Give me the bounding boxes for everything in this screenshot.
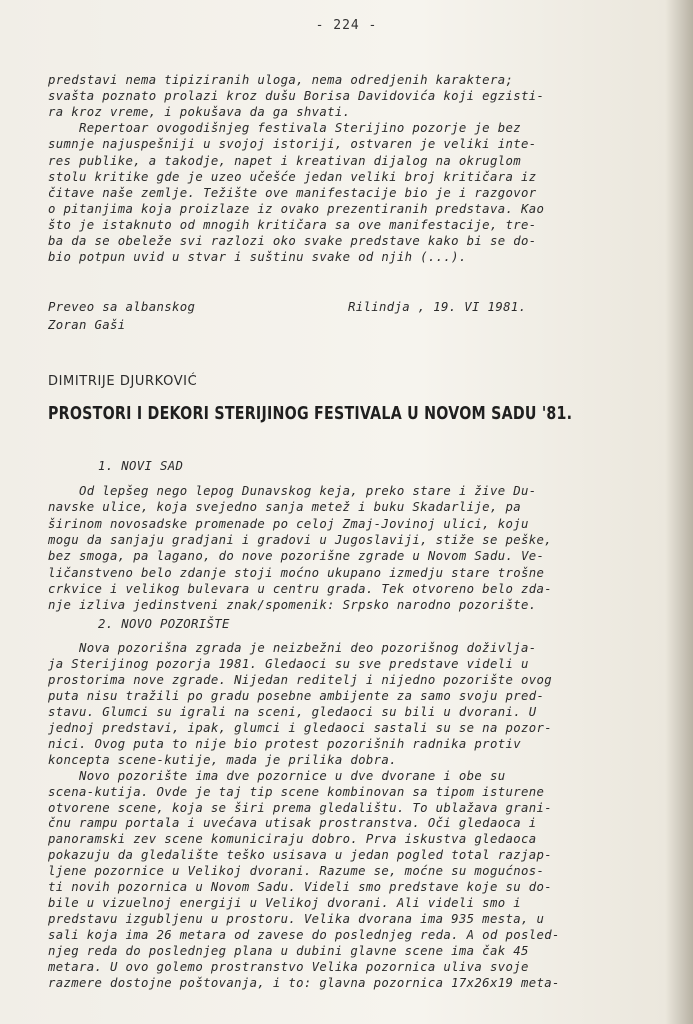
text-line: bez smoga, pa lagano, do nove pozorišne zgrade u Novom Sadu. Ve- xyxy=(48,549,545,564)
text-line: Repertoar ovogodišnjeg festivala Sterijino pozorje je bez xyxy=(48,121,521,136)
page-number: - 224 - xyxy=(315,18,378,33)
text-line: mogu da sanjaju gradjani i gradovi u Jugoslaviji, stiže se peške, xyxy=(48,532,552,547)
text-line: scena-kutija. Ovde je taj tip scene kombinovan sa tipom isturene xyxy=(48,784,545,799)
text-line: razmere dostojne poštovanja, i to: glavna pozornica 17x26x19 meta- xyxy=(48,975,560,990)
text-line: ličanstveno belo zdanje stoji moćno ukupano izmedju stare trošne xyxy=(48,565,545,580)
section-heading-novi-sad: 1. NOVI SAD xyxy=(98,459,184,473)
translator-name: Zoran Gaši xyxy=(48,318,126,332)
text-line: sali koja ima 26 metara od zavese do poslednjeg reda. A od posled- xyxy=(48,928,560,943)
text-line: koncepta scene-kutije, mada je prilika dobra. xyxy=(48,752,397,767)
text-line: čnu rampu portala i uvećava utisak prostranstva. Oči gledaoca i xyxy=(48,816,537,831)
text-line: ja Sterijinog pozorja 1981. Gledaoci su sve predstave videli u xyxy=(48,656,529,671)
article-title: PROSTORI I DEKORI STERIJINOG FESTIVALA U NOVOM SADU '81. xyxy=(48,403,573,424)
text-line: ljene pozornice u Velikoj dvorani. Razume se, moćne su mogućnos- xyxy=(48,864,545,879)
text-line: predstavu izgubljenu u prostoru. Velika dvorana ima 935 mesta, u xyxy=(48,912,545,927)
text-line: bio potpun uvid u stvar i suštinu svake od njih (...). xyxy=(48,250,467,265)
text-line: nici. Ovog puta to nije bio protest pozorišnih radnika protiv xyxy=(48,736,521,751)
text-line: pokazuju da gledalište teško usisava u jedan pogled total razjap- xyxy=(48,848,552,863)
text-line: prostorima nove zgrade. Nijedan reditelj i nijedno pozorište ovog xyxy=(48,672,552,687)
text-line: Nova pozorišna zgrada je neizbežni deo pozorišnog doživlja- xyxy=(48,641,537,655)
text-line: ba da se obeleže svi razlozi oko svake predstave kako bi se do- xyxy=(48,234,537,248)
section-heading-novo-pozoriste: 2. NOVO POZORIŠTE xyxy=(98,617,230,631)
text-line: stolu kritike gde je uzeo učešće jedan veliki broj kritičara iz xyxy=(48,169,537,184)
article-author: DIMITRIJE DJURKOVIĆ xyxy=(48,374,198,389)
text-line: predstavi nema tipiziranih uloga, nema odredjenih karaktera; xyxy=(48,73,514,87)
text-line: navske ulice, koja svejedno sanja metež i buku Skadarlije, pa xyxy=(48,500,521,515)
text-line: jednoj predstavi, ipak, glumci i gledaoci sastali su se na pozor- xyxy=(48,720,552,735)
text-line: metara. U ovo golemo prostranstvo Velika pozornica uliva svoje xyxy=(48,960,529,974)
text-line: Novo pozorište ima dve pozornice u dve dvorane i obe su xyxy=(48,768,506,783)
text-line: čitave naše zemlje. Težište ove manifestacije bio je i razgovor xyxy=(48,185,537,200)
text-line: res publike, a takodje, napet i kreativan dijalog na okruglom xyxy=(48,153,521,168)
text-line: stavu. Glumci su igrali na sceni, gledaoci su bili u dvorani. U xyxy=(48,704,537,719)
text-line: širinom novosadske promenade po celoj Zmaj-Jovinoj ulici, koju xyxy=(48,516,529,531)
text-line: otvorene scene, koja se širi prema gledalištu. To ublažava grani- xyxy=(48,800,552,815)
text-line: Od lepšeg nego lepog Dunavskog keja, preko stare i žive Du- xyxy=(48,484,537,498)
translation-credit: Preveo sa albanskog xyxy=(48,300,196,314)
source-citation: Rilindja , 19. VI 1981. xyxy=(348,300,527,314)
text-line: svašta poznato prolazi kroz dušu Borisa Davidovića koji egzisti- xyxy=(48,89,545,104)
text-line: bile u vizuelnoj energiji u Velikoj dvorani. Ali videli smo i xyxy=(48,896,521,911)
text-line: o pitanjima koja proizlaze iz ovako prezentiranih predstava. Kao xyxy=(48,201,545,216)
text-line: ra kroz vreme, i pokušava da ga shvati. xyxy=(48,105,351,120)
text-line: crkvice i velikog bulevara u centru grada. Tek otvoreno belo zda- xyxy=(48,581,552,596)
text-line: što je istaknuto od mnogih kritičara sa ove manifestacije, tre- xyxy=(48,217,537,232)
text-line: panoramski zev scene komuniciraju dobro. Prva iskustva gledaoca xyxy=(48,832,537,847)
text-line: ti novih pozornica u Novom Sadu. Videli smo predstave koje su do- xyxy=(48,880,552,895)
text-line: puta nisu tražili po gradu posebne ambijente za samo svoju pred- xyxy=(48,688,545,703)
text-line: sumnje najuspešniji u svojoj istoriji, ostvaren je veliki inte- xyxy=(48,137,537,152)
text-line: njeg reda do poslednjeg plana u dubini glavne scene ima čak 45 xyxy=(48,944,529,959)
text-line: nje izliva jedinstveni znak/spomenik: Srpsko narodno pozorište. xyxy=(48,598,537,613)
